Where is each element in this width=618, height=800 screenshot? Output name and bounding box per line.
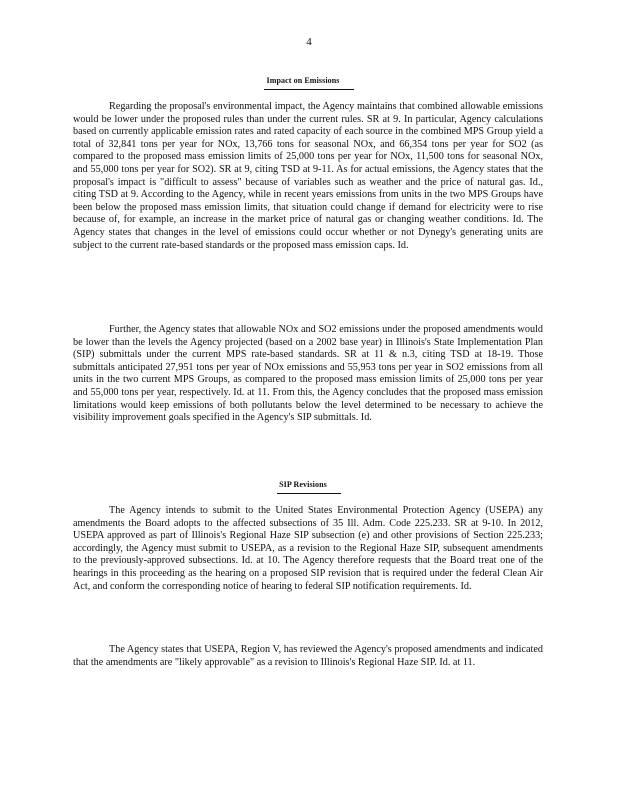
section-heading-text: Impact on Emissions (264, 75, 353, 90)
section-heading-text: SIP Revisions (277, 479, 341, 494)
page-number: 4 (306, 36, 312, 48)
paragraph-impact-1: Regarding the proposal's environmental impact, the Agency maintains that combined allowable emissions would be lower under the proposed rules than under the current rules. SR at 9. In particular, Agency calculations based on currently applicable emission rates and rated capacity of each source in the combined MPS Group yield a total of 32,841 tons per year for NOx, 13,766 tons for seasonal NOx, and 66,354 tons per year for SO2 (as compared to the proposed mass emission limits of 25,000 tons per year for NOx, 11,500 tons for seasonal NOx, and 55,000 tons per year for SO2). SR at 9, citing TSD at 9-11. As for actual emissions, the Agency states that the proposal's impact is "difficult to assess" because of variables such as weather and the price of natural gas. Id., citing TSD at 9. According to the Agency, while in recent years emissions from units in the two MPS Groups have been below the proposed mass emission limits, that situation could change if demand for electricity were to rise because of, for example, an increase in the market price of natural gas or changing weather conditions. Id. The Agency states that changes in the level of emissions could occur whether or not Dynegy's generating units are subject to the current rate-based standards or the proposed mass emission caps. Id. (73, 101, 543, 251)
paragraph-sip-1: The Agency intends to submit to the United States Environmental Protection Agency (USEPA) any amendments the Board adopts to the affected subsections of 35 Ill. Adm. Code 225.233. SR at 9-10. In 2012, USEPA approved as part of Illinois's Regional Haze SIP subsection (e) and other provisions of Section 225.233; accordingly, the Agency must submit to USEPA, as a revision to the Regional Haze SIP, subsequent amendments to the previously-approved subsections. Id. at 10. The Agency therefore requests that the Board treat one of the hearings in this proceeding as the hearing on a proposed SIP revision that is required under the federal Clean Air Act, and conform the corresponding notice of hearing to federal SIP notification requirements. Id. (73, 505, 543, 592)
paragraph-impact-2: Further, the Agency states that allowable NOx and SO2 emissions under the proposed amendments would be lower than the levels the Agency projected (based on a 2002 base year) in Illinois's State Implementation Plan (SIP) submittals under the current MPS rate-based standards. SR at 11 & n.3, citing TSD at 18-19. Those submittals anticipated 27,951 tons per year of NOx emissions and 55,953 tons per year in SO2 emissions from all units in the two current MPS Groups, as compared to the proposed mass emission limits of 25,000 tons per year and 55,000 tons per year, respectively. Id. at 11. From this, the Agency concludes that the proposed mass emission limitations would keep emissions of both pollutants below the level determined to be necessary to achieve the visibility improvement goals specified in the Agency's SIP submittals. Id. (73, 324, 543, 424)
section-heading-sip-revisions (0, 479, 618, 494)
section-heading-impact-on-emissions (0, 75, 618, 90)
paragraph-sip-2: The Agency states that USEPA, Region V, has reviewed the Agency's proposed amendments and indicated that the amendments are "likely approvable" as a revision to Illinois's Regional Haze SIP. Id. at 11. (73, 644, 543, 668)
